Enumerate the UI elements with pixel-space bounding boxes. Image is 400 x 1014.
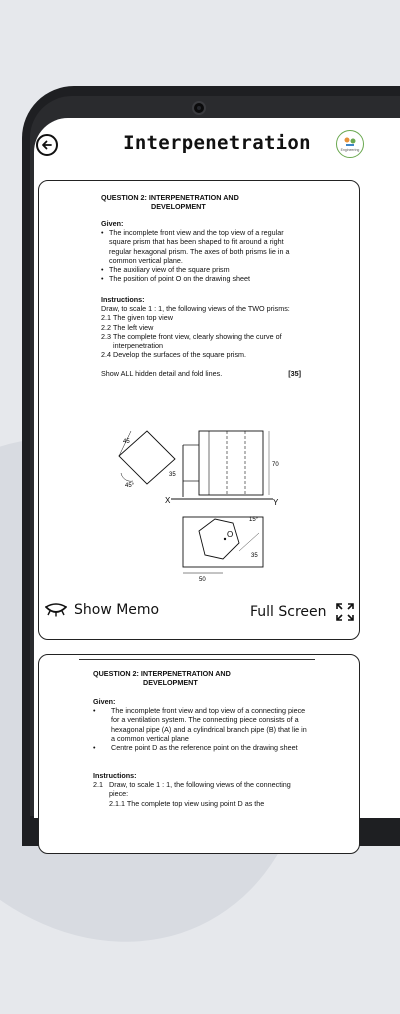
card-controls — [34, 594, 400, 634]
marks-label: [35] — [288, 369, 301, 378]
dim-label: 35 — [169, 472, 176, 478]
camera-icon — [192, 101, 206, 115]
question-heading: QUESTION 2: INTERPENETRATION AND DEVELOPMENT — [101, 193, 239, 212]
dim-label: 35 — [251, 553, 258, 559]
instructions-section: Instructions: Draw, to scale 1 : 1, the following views of the TWO prisms: 2.1 The given top view 2.2 The left view 2.3 The complete front view, clearly showing the curve of interpenetration 2.4 Develop the surfaces of the square prism. — [101, 295, 301, 359]
logo-graphic-icon — [343, 136, 357, 148]
app-screen — [34, 118, 400, 818]
list-item: 2.1 Draw, to scale 1 : 1, the following views of the connecting piece: — [93, 780, 291, 799]
full-screen-label: Full Screen — [250, 604, 327, 620]
y-label: Y — [273, 498, 279, 507]
dim-label: 45 — [123, 439, 130, 445]
list-item: 2.2 The left view — [101, 322, 154, 332]
technical-drawing — [109, 421, 289, 586]
list-item: 2.4 Develop the surfaces of the square prism. — [101, 350, 247, 360]
expand-icon — [335, 602, 355, 622]
page-title: Interpenetration — [123, 132, 311, 154]
note-line — [101, 369, 301, 378]
given-section: Given: • The incomplete front view and top view of a connecting piece for a ventilation system. The connecting piece consists of a hexagonal pipe (A) and a cylindrical branch pipe (B) that lie in a common vertical plane • Centre point D as the reference point on the drawing sheet — [93, 697, 307, 753]
instructions-section: Instructions: 2.1 Draw, to scale 1 : 1, the following views of the connecting piece: 2.1.1 The complete top view using point D as the — [93, 771, 307, 808]
show-memo-label: Show Memo — [74, 602, 160, 618]
question-card-1[interactable] — [38, 180, 360, 640]
list-item: • The position of point O on the drawing sheet — [101, 274, 251, 284]
list-item: • The incomplete front view and the top view of a regular square prism that has been shaped to fit around a right regular hexagonal prism. The axes of both prisms lie in a common vertical plane. — [101, 228, 290, 265]
dim-label: 15° — [249, 517, 259, 523]
full-screen-button[interactable] — [250, 602, 355, 622]
question-card-2[interactable] — [38, 654, 360, 854]
show-memo-button[interactable] — [44, 602, 159, 618]
question-heading: QUESTION 2: INTERPENETRATION AND DEVELOPMENT — [93, 669, 231, 688]
list-item: 2.1 The given top view — [101, 313, 173, 323]
eye-closed-icon — [44, 603, 68, 617]
list-item: • The auxiliary view of the square prism — [101, 265, 230, 275]
divider — [79, 659, 315, 660]
given-section: Given: • The incomplete front view and the top view of a regular square prism that has been shaped to fit around a right regular hexagonal prism. The axes of both prisms lie in a common vertical plane. • The auxiliary view of the square prism • The position of point O on the drawing sheet — [101, 219, 301, 283]
list-item: • The incomplete front view and top view of a connecting piece for a ventilation system. The connecting piece consists of a hexagonal pipe (A) and a cylindrical branch pipe (B) that lie in a common vertical plane — [93, 706, 307, 743]
point-o-label: O — [227, 530, 234, 539]
brand-logo — [336, 130, 364, 158]
dim-label: 45° — [125, 483, 135, 489]
list-item: 2.3 The complete front view, clearly showing the curve of interpenetration — [101, 331, 282, 351]
note-text: Show ALL hidden detail and fold lines. — [101, 369, 223, 378]
list-item: • Centre point D as the reference point on the drawing sheet — [93, 743, 298, 753]
app-header — [34, 118, 400, 174]
x-label: X — [165, 496, 171, 505]
sub-item: 2.1.1 The complete top view using point D as the — [109, 798, 265, 808]
dim-label: 50 — [199, 577, 206, 583]
dim-label: 70 — [272, 462, 279, 468]
logo-text: Engineering — [340, 148, 360, 152]
